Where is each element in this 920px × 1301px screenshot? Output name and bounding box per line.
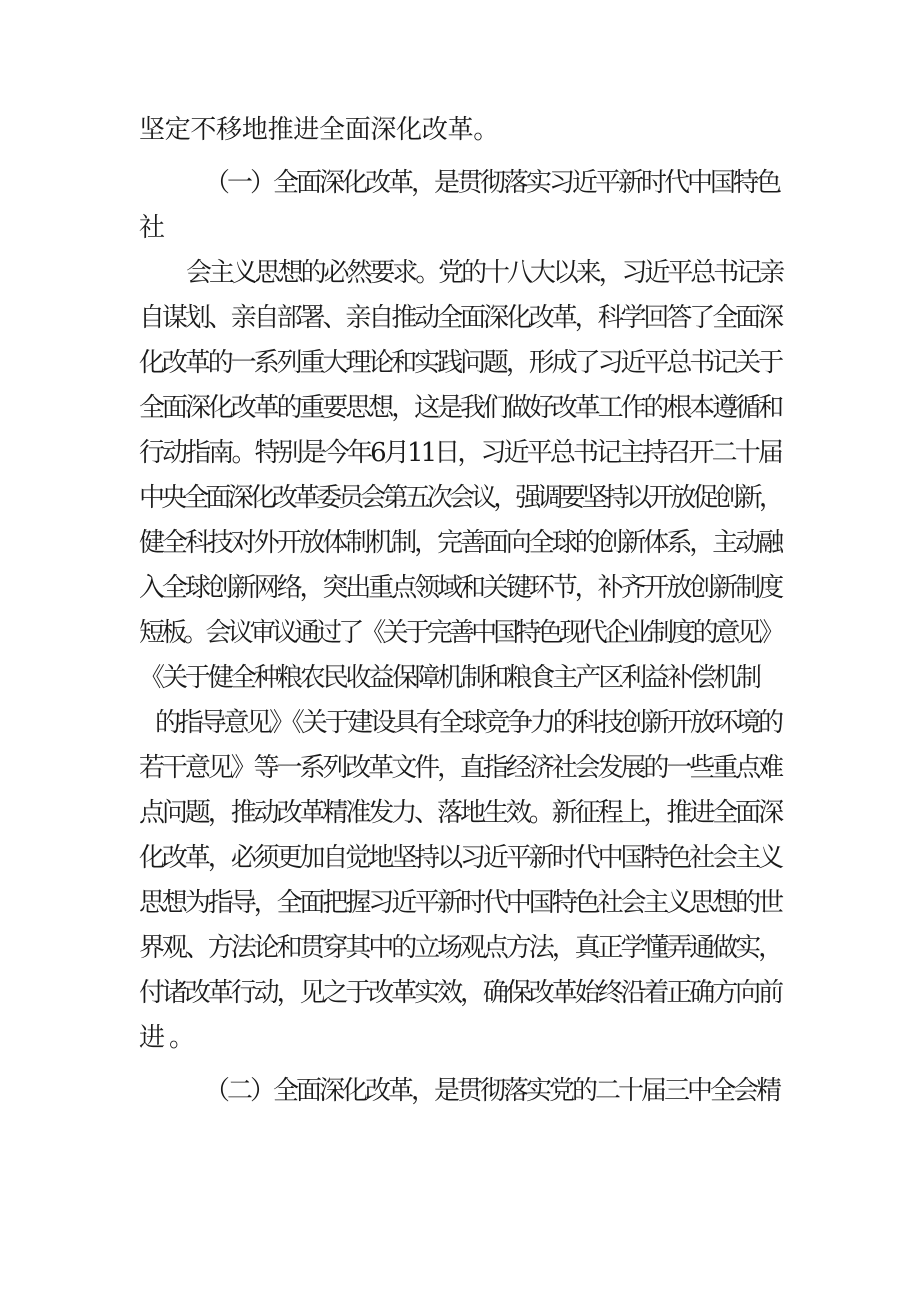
text-line: 的指导意见》《关于建设具有全球竞争力的科技创新开放环境的: [155, 708, 781, 738]
text-line: 界观、方法论和贯穿其中的立场观点方法，真正学懂弄通做实，: [139, 933, 781, 963]
text-line: 短板。会议审议通过了《关于完善中国特色现代企业制度的意见》: [139, 618, 781, 648]
section-heading-1: （一）全面深化改革，是贯彻落实习近平新时代中国特色: [204, 168, 779, 198]
text-line: 中央全面深化改革委员会第五次会议，强调要坚持以开放促创新，: [139, 483, 781, 513]
text-line: 坚定不移地推进全面深化改革。: [139, 115, 499, 145]
text-line: 化改革的一系列重大理论和实践问题，形成了习近平总书记关于: [139, 348, 781, 378]
text-line: 入全球创新网络，突出重点领域和关键环节，补齐开放创新制度: [139, 573, 781, 603]
text-line: 点问题，推动改革精准发力、落地生效。新征程上，推进全面深: [139, 798, 781, 828]
text-line: 进。: [139, 1023, 199, 1053]
text-line: 自谋划、亲自部署、亲自推动全面深化改革，科学回答了全面深: [139, 303, 781, 333]
text-line: 健全科技对外开放体制机制，完善面向全球的创新体系，主动融: [139, 528, 781, 558]
text-line: 全面深化改革的重要思想，这是我们做好改革工作的根本遵循和: [139, 393, 781, 423]
text-line: 思想为指导，全面把握习近平新时代中国特色社会主义思想的世: [139, 888, 781, 918]
text-line: 会主义思想的必然要求。党的十八大以来，习近平总书记亲: [186, 258, 782, 288]
text-line: 社: [139, 213, 166, 243]
text-line: 行动指南。特别是今年6月11日，习近平总书记主持召开二十届: [139, 438, 781, 468]
text-line: 《关于健全种粮农民收益保障机制和粮食主产区利益补偿机制: [139, 663, 759, 693]
text-line: 付诸改革行动，见之于改革实效，确保改革始终沿着正确方向前: [139, 978, 781, 1008]
section-heading-2: （二）全面深化改革，是贯彻落实党的二十届三中全会精: [204, 1076, 779, 1106]
text-line: 若干意见》等一系列改革文件，直指经济社会发展的一些重点难: [139, 753, 781, 783]
text-line: 化改革，必须更加自觉地坚持以习近平新时代中国特色社会主义: [139, 843, 781, 873]
